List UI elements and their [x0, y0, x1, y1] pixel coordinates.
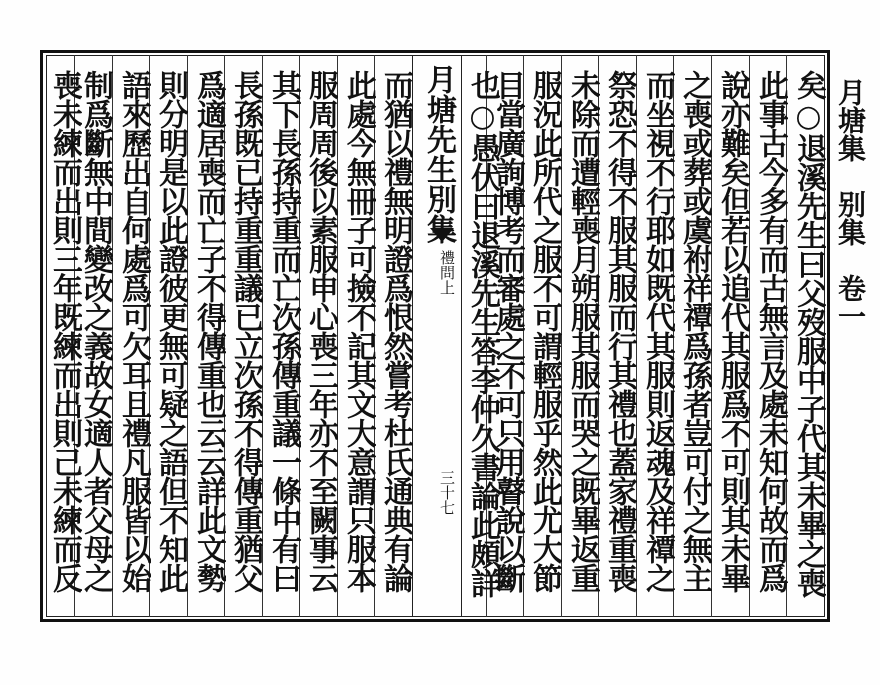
text-column: 服周周後以素服申心喪三年亦不至闕事云 — [303, 70, 338, 592]
text-column: 則分明是以此證彼更無可疑之語但不知此 — [153, 70, 188, 592]
text-column: 此事古今多有而古無言及處未知何故而爲 — [753, 70, 788, 592]
text-column: 也○愚伏曰退溪先生答李仲久書論此頗詳 — [465, 70, 500, 597]
text-column: 長孫既已持重重議已立次孫不得傳重猶父 — [228, 70, 263, 592]
text-column: 而坐視不行耶如既代其服則返魂及祥禫之 — [640, 70, 675, 592]
text-column: 矣○退溪先生曰父歿服中子代其未畢之喪 — [791, 70, 826, 597]
text-column: 制爲斷無中間變改之義故女適人者父母之 — [78, 70, 113, 592]
text-column: 而猶以禮無明證爲恨然嘗考杜氏通典有論 — [378, 70, 413, 592]
fishtail-mark-icon — [430, 228, 454, 242]
text-column: 服況此所代之服不可謂輕服乎然此尤大節 — [527, 70, 562, 592]
center-page-number: 三十七 — [438, 470, 456, 515]
text-column: 其下長孫持重而亡次孫傳重議一條中有曰 — [266, 70, 301, 592]
text-column: 說亦難矣但若以追代其服爲不可則其未畢 — [715, 70, 750, 592]
text-column: 祭恐不得不服其服而行其禮也蓋家禮重喪 — [602, 70, 637, 592]
volume-header: 月塘集 别集 卷一 — [834, 78, 867, 330]
text-column: 目當廣詢博考而審處之不可只用瞽說以斷 — [490, 70, 525, 592]
text-column: 語來歷出自何處爲可欠耳且禮凡服皆以始 — [116, 70, 151, 592]
text-column: 未除而遭輕喪月朔服其服而哭之既畢返重 — [565, 70, 600, 592]
text-column: 喪未練而出則三年既練而出則己未練而反 — [47, 70, 82, 592]
text-column: 之喪或葬或虞祔祥禫爲孫者豈可付之無主 — [677, 70, 712, 592]
center-section-label: 禮問上 — [438, 250, 456, 295]
text-column: 此處今無冊子可撿不記其文大意謂只服本 — [341, 70, 376, 592]
text-column: 爲適居喪而亡子不得傳重也云云詳此文勢 — [191, 70, 226, 592]
center-strip-rule-right — [461, 55, 462, 617]
center-title: 月塘先生別集 — [421, 64, 456, 244]
